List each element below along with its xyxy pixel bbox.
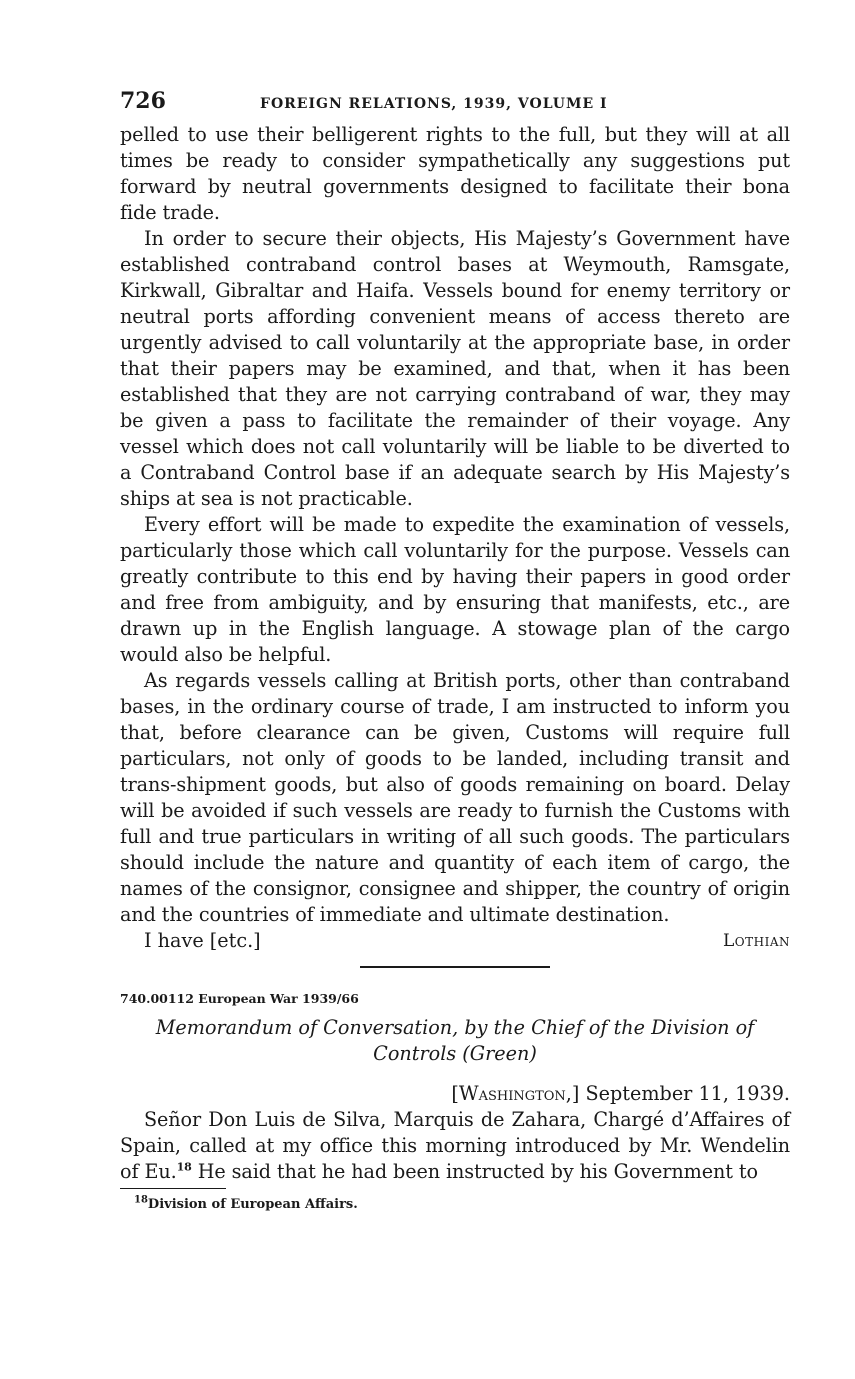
letter-closing [120, 928, 790, 954]
file-number: 740.00112 European War 1939/66 [120, 991, 359, 1006]
running-title: FOREIGN RELATIONS, 1939, VOLUME I [260, 96, 608, 112]
dateline-date: September 11, 1939. [585, 1082, 790, 1105]
paragraph-examination: Every effort will be made to expedite the examination of vessels, particularly those which call voluntarily for the purpose. Vessels can greatly contribute to this end by having their papers in good order and free from ambiguity, and by ensuring that manifests, etc., are drawn up in the English language. A stowage plan of the cargo would also be helpful. [120, 513, 790, 666]
paragraph-british-ports: As regards vessels calling at British ports, other than contraband bases, in the ordinary course of trade, I am instructed to inform you that, before clearance can be given, Customs will require full particulars, not only of goods to be landed, including transit and trans-shipment goods, but also of goods remaining on board. Delay will be avoided if such vessels are ready to furnish the Customs with full and true particulars in writing of all such goods. The particulars should include the nature and quantity of each item of cargo, the names of the consignor, consignee and shipper, the country of origin and the countries of immediate and ultimate destination. [120, 669, 790, 926]
footnote-mark: 18 [134, 1194, 148, 1206]
dateline-place: [Washington,] [451, 1082, 580, 1105]
signature: Lothian [722, 931, 790, 951]
paragraph-contraband-bases: In order to secure their objects, His Majesty’s Government have established contraband control bases at Weymouth, Ramsgate, Kirkwall, Gibraltar and Haifa. Vessels bound for enemy territory or neutral ports affording convenient means of access thereto are urgently advised to call voluntarily at the appropriate base, in order that their papers may be examined, and that, when it has been established that they are not carrying contraband of war, they may be given a pass to facilitate the remainder of their voyage. Any vessel which does not call voluntarily will be liable to be diverted to a Contraband Control base if an adequate search by His Majesty’s ships at sea is not practicable. [120, 227, 790, 510]
dateline [120, 1081, 790, 1107]
memo-body-paragraph [120, 1107, 790, 1185]
memo-body-text-continued: He said that he had been instructed by his Government to [191, 1160, 758, 1183]
closing-text: I have [etc.] [144, 929, 261, 952]
page-number: 726 [120, 88, 166, 114]
memo-title: Memorandum of Conversation, by the Chief of the Division of Controls (Green) [155, 1016, 755, 1065]
footnote-reference[interactable]: 18 [176, 1160, 192, 1174]
running-head [120, 88, 790, 122]
footnote-text: Division of European Affairs. [147, 1197, 358, 1212]
footnote [120, 1194, 790, 1212]
footnote-rule [120, 1188, 226, 1189]
document-page [120, 88, 790, 1212]
section-divider [360, 966, 550, 968]
paragraph-continued: pelled to use their belligerent rights to the full, but they will at all times be ready to consider sympathetically any suggestions put forward by neutral governments designed to facilitate their bona fide trade. [120, 123, 790, 224]
memo-body-text: Señor Don Luis de Silva, Marquis de Zahara, Chargé d’Affaires of Spain, called at my office this morning introduced by Mr. Wendelin of Eu. [120, 1108, 790, 1183]
